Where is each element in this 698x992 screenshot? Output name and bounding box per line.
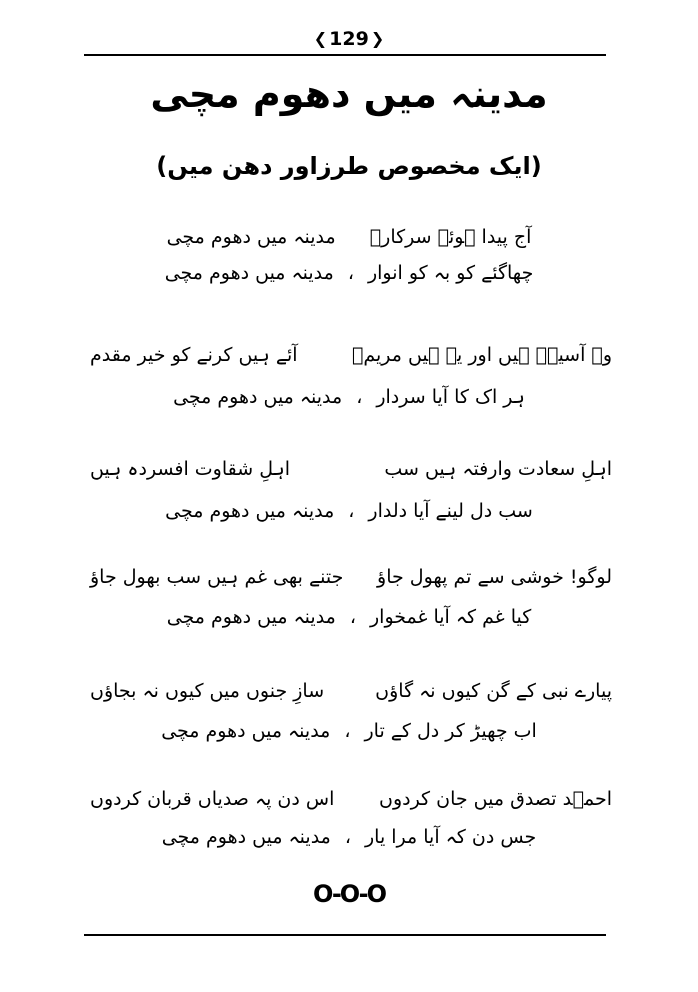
stanza-4-refrain-sep: ،	[349, 606, 356, 628]
stanza-6-line-1-b: اس دن پہ صدیاں قربان کردوں	[90, 788, 335, 810]
stanza-1-line-1-a: آج پیدا ہوئے سرکارؐ	[369, 226, 532, 248]
stanza-5-refrain	[0, 720, 698, 742]
stanza-6-refrain-sep: ،	[344, 826, 351, 848]
stanza-2-line-1-b: آئے ہیں کرنے کو خیر مقدم	[90, 344, 298, 366]
poem-subtitle: (ایک مخصوص طرزاور دھن میں)	[156, 152, 542, 180]
stanza-1-refrain-a: چھاگئے کو بہ کو انوار	[367, 262, 534, 284]
stanza-2-refrain	[0, 386, 698, 408]
stanza-6-refrain-a: جس دن کہ آیا مرا یار	[364, 826, 537, 848]
stanza-5-line-1-b: سازِ جنوں میں کیوں نہ بجاؤں	[90, 680, 325, 702]
stanza-3-refrain	[0, 500, 698, 522]
poem-title: مدینہ میں دھوم مچی	[150, 72, 548, 116]
page-number	[0, 28, 698, 50]
stanza-6-line-1-a: احمؔد تصدق میں جان کردوں	[378, 788, 612, 810]
stanza-1-refrain-sep: ،	[347, 262, 354, 284]
stanza-4-refrain-b: مدینہ میں دھوم مچی	[166, 606, 336, 628]
stanza-1-refrain	[0, 262, 698, 284]
stanza-3-refrain-sep: ،	[348, 500, 355, 522]
stanza-5-refrain-sep: ،	[344, 720, 351, 742]
stanza-5-line-1-a: پیارے نبی کے گن کیوں نہ گاؤں	[375, 680, 612, 702]
ornament-right-icon: ❯	[370, 29, 385, 48]
stanza-3-refrain-a: سب دل لینے آیا دلدار	[368, 500, 533, 522]
stanza-2-line-1-a: وہ آسیہؓ ہیں اور یہ ہیں مریمؑ	[351, 344, 612, 366]
stanza-5-refrain-b: مدینہ میں دھوم مچی	[161, 720, 331, 742]
stanza-2-refrain-a: ہر اک کا آیا سردار	[376, 386, 525, 408]
bottom-rule	[84, 934, 606, 936]
top-rule	[84, 54, 606, 56]
stanza-2-refrain-sep: ،	[356, 386, 363, 408]
stanza-4-line-1-a: لوگو! خوشی سے تم پھول جاؤ	[377, 566, 612, 588]
stanza-2-refrain-b: مدینہ میں دھوم مچی	[173, 386, 343, 408]
stanza-1-line-1-b: مدینہ میں دھوم مچی	[166, 226, 336, 248]
stanza-1-refrain-b: مدینہ میں دھوم مچی	[164, 262, 334, 284]
stanza-3-line-1-b: اہلِ شقاوت افسردہ ہیں	[90, 458, 291, 480]
stanza-4-refrain-a: کیا غم کہ آیا غمخوار	[369, 606, 532, 628]
stanza-4-refrain	[0, 606, 698, 628]
ornament-left-icon: ❮	[313, 29, 328, 48]
stanza-4-line-1-b: جتنے بھی غم ہیں سب بھول جاؤ	[90, 566, 344, 588]
stanza-1-line-1	[0, 226, 698, 248]
stanza-5-refrain-a: اب چھیڑ کر دل کے تار	[364, 720, 537, 742]
stanza-6-refrain-b: مدینہ میں دھوم مچی	[161, 826, 331, 848]
stanza-3-line-1-a: اہلِ سعادت وارفتہ ہیں سب	[384, 458, 612, 480]
end-ornament-icon: O-O-O	[312, 880, 386, 908]
page-number-value: 129	[329, 28, 369, 50]
stanza-6-refrain	[0, 826, 698, 848]
stanza-3-refrain-b: مدینہ میں دھوم مچی	[165, 500, 335, 522]
